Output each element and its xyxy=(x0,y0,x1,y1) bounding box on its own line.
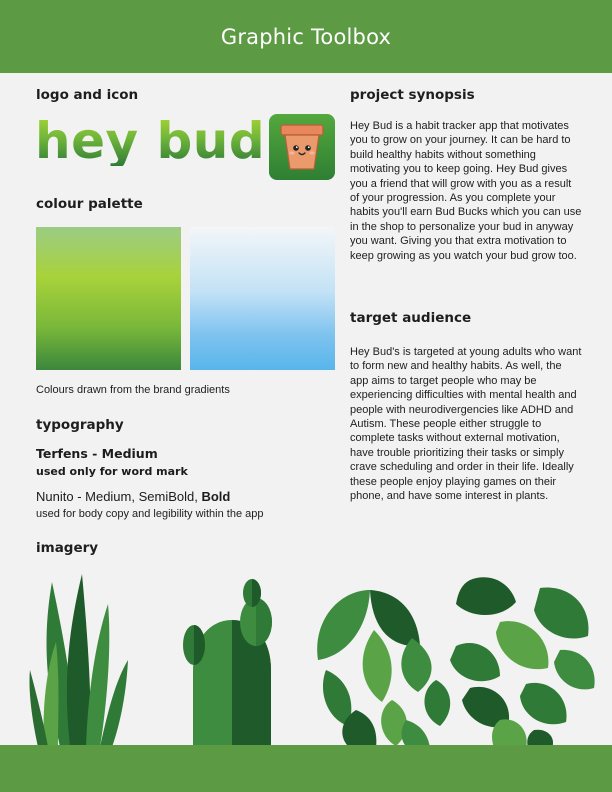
wordmark: hey bud xyxy=(35,112,266,170)
wordmark-font-usage: used only for word mark xyxy=(36,465,188,478)
synopsis-heading: project synopsis xyxy=(350,87,475,103)
body-font-bold-weight: Bold xyxy=(201,489,231,504)
snake-plant-icon xyxy=(29,574,128,747)
audience-heading: target audience xyxy=(350,310,472,326)
green-gradient-swatch xyxy=(36,227,181,370)
wordmark-font-name: Terfens - Medium xyxy=(36,446,158,461)
typography-heading: typography xyxy=(36,417,124,433)
flowerpot-app-icon xyxy=(269,114,335,180)
page-footer xyxy=(0,745,612,792)
flowerpot-icon xyxy=(269,114,335,180)
page-title: Graphic Toolbox xyxy=(220,24,392,49)
cactus-icon xyxy=(183,579,272,747)
pothos-icon xyxy=(317,590,450,748)
plant-illustrations xyxy=(0,560,612,750)
body-font-weights: Nunito - Medium, SemiBold, xyxy=(36,489,202,504)
palette-caption: Colours drawn from the brand gradients xyxy=(36,384,230,396)
page-header xyxy=(0,0,612,73)
palette-heading: colour palette xyxy=(36,196,143,212)
body-font-name xyxy=(36,489,230,504)
logo-heading: logo and icon xyxy=(36,87,139,103)
blue-gradient-swatch xyxy=(190,227,335,370)
audience-body: Hey Bud's is targeted at young adults who want to form new and healthy habits. As well, the app aims to target people who may be experiencing difficulties with mental health and people with neurodivergencies like ADHD and Autism. These people either struggle to complete tasks without external motivation, have trouble prioritizing their tasks or simply crave scheduling and order in their life. Ideally these people enjoy playing games on their phone, and have some interest in plants. xyxy=(350,346,582,503)
monstera-icon xyxy=(450,577,595,748)
synopsis-body: Hey Bud is a habit tracker app that motivates you to grow on your journey. It can be hard to build healthy habits without something motivating you to keep going. Hey Bud gives you a friend that will grow with you as a result of your progression. As you complete your habits you'll earn Bud Bucks which you can use in the shop to personalize your bud in anyway you want. Giving you that extra motivation to keep growing as you watch your bud grow too. xyxy=(350,120,582,262)
body-font-usage: used for body copy and legibility within the app xyxy=(36,508,264,520)
imagery-heading: imagery xyxy=(36,540,99,556)
